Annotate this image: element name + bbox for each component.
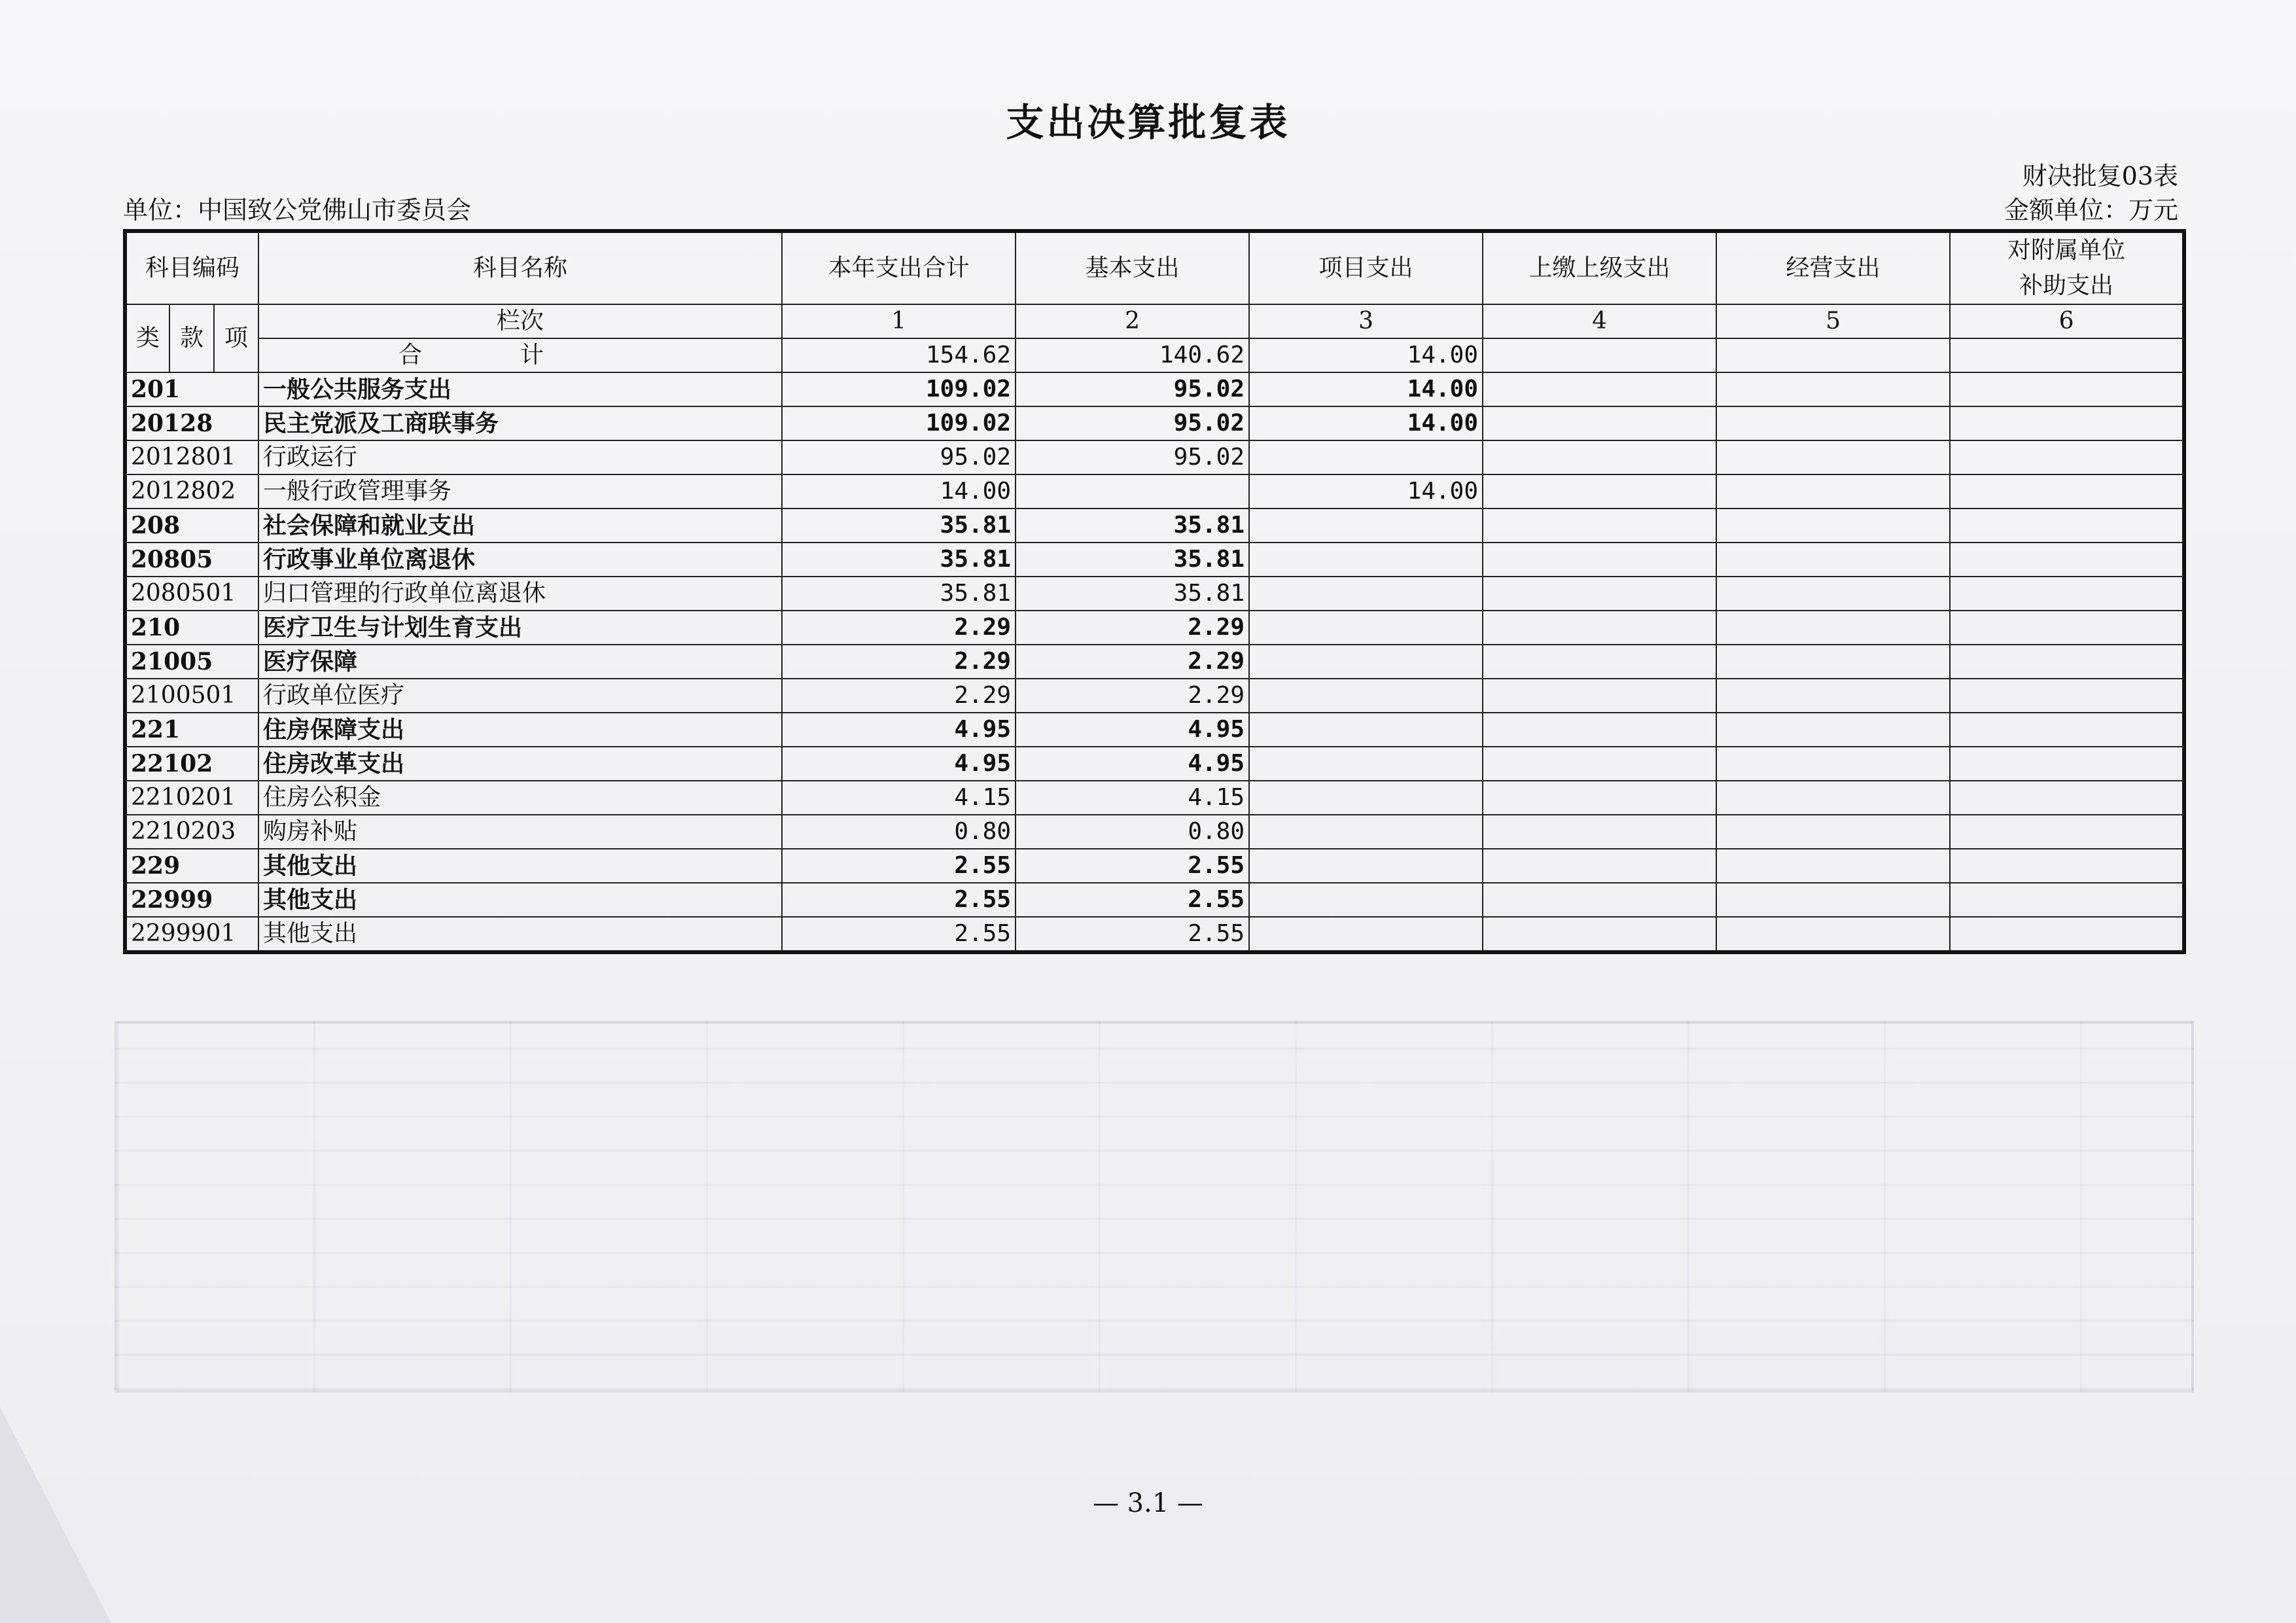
row-c3 xyxy=(1249,543,1483,577)
row-c6 xyxy=(1950,849,2184,883)
total-c3: 14.00 xyxy=(1249,338,1483,372)
total-label: 合计 xyxy=(258,338,782,372)
row-c1: 4.95 xyxy=(782,713,1016,747)
row-c3: 14.00 xyxy=(1249,406,1483,440)
row-name: 其他支出 xyxy=(258,849,782,883)
table-row xyxy=(125,577,2184,611)
row-c6 xyxy=(1950,679,2184,713)
header-col2: 基本支出 xyxy=(1016,231,1249,304)
row-code: 2012802 xyxy=(125,474,258,508)
row-c6 xyxy=(1950,747,2184,781)
row-c4 xyxy=(1483,577,1716,611)
row-code: 2210201 xyxy=(125,781,258,815)
row-c2: 0.80 xyxy=(1016,815,1249,849)
header-lanci: 栏次 xyxy=(258,304,782,338)
row-c1: 2.55 xyxy=(782,849,1016,883)
row-c2: 2.29 xyxy=(1016,679,1249,713)
unit-label: 单位：中国致公党佛山市委员会 xyxy=(123,196,472,224)
column-number-2: 2 xyxy=(1016,304,1249,338)
row-name: 购房补贴 xyxy=(258,815,782,849)
table-row xyxy=(125,747,2184,781)
row-c1: 2.29 xyxy=(782,679,1016,713)
row-c2: 2.55 xyxy=(1016,883,1249,917)
row-c5 xyxy=(1716,679,1950,713)
row-c1: 4.15 xyxy=(782,781,1016,815)
row-c6 xyxy=(1950,577,2184,611)
row-name: 行政单位医疗 xyxy=(258,679,782,713)
row-c4 xyxy=(1483,747,1716,781)
row-c5 xyxy=(1716,781,1950,815)
header-code: 科目编码 xyxy=(125,231,258,304)
row-c6 xyxy=(1950,406,2184,440)
table-body xyxy=(125,372,2184,952)
row-c3 xyxy=(1249,508,1483,543)
row-c3 xyxy=(1249,815,1483,849)
table-row xyxy=(125,849,2184,883)
row-c2: 4.15 xyxy=(1016,781,1249,815)
row-c5 xyxy=(1716,645,1950,679)
row-c6 xyxy=(1950,372,2184,406)
page-number: — 3.1 — xyxy=(1092,1488,1204,1518)
table-row xyxy=(125,781,2184,815)
row-c5 xyxy=(1716,713,1950,747)
table-row xyxy=(125,917,2184,952)
row-c3 xyxy=(1249,645,1483,679)
row-name: 行政运行 xyxy=(258,440,782,474)
row-c4 xyxy=(1483,440,1716,474)
table-row xyxy=(125,679,2184,713)
row-c2: 4.95 xyxy=(1016,747,1249,781)
row-c6 xyxy=(1950,474,2184,508)
row-c1: 2.55 xyxy=(782,917,1016,952)
table-row xyxy=(125,611,2184,645)
total-row xyxy=(125,338,2184,372)
row-c3: 14.00 xyxy=(1249,474,1483,508)
row-c5 xyxy=(1716,440,1950,474)
row-c2: 2.29 xyxy=(1016,645,1249,679)
row-c3: 14.00 xyxy=(1249,372,1483,406)
row-c5 xyxy=(1716,406,1950,440)
header-kuan: 款 xyxy=(169,304,214,372)
page-title: 支出决算批复表 xyxy=(1006,100,1290,145)
header-col1: 本年支出合计 xyxy=(782,231,1016,304)
row-c5 xyxy=(1716,883,1950,917)
row-name: 归口管理的行政单位离退休 xyxy=(258,577,782,611)
column-number-1: 1 xyxy=(782,304,1016,338)
row-c6 xyxy=(1950,781,2184,815)
column-number-3: 3 xyxy=(1249,304,1483,338)
row-c2: 2.55 xyxy=(1016,849,1249,883)
total-c1: 154.62 xyxy=(782,338,1016,372)
row-c5 xyxy=(1716,508,1950,543)
row-name: 一般行政管理事务 xyxy=(258,474,782,508)
row-c3 xyxy=(1249,679,1483,713)
row-code: 2210203 xyxy=(125,815,258,849)
row-code: 22102 xyxy=(125,747,258,781)
row-code: 210 xyxy=(125,611,258,645)
row-c4 xyxy=(1483,679,1716,713)
row-code: 20128 xyxy=(125,406,258,440)
row-c6 xyxy=(1950,611,2184,645)
expenditure-table xyxy=(123,229,2186,954)
total-c2: 140.62 xyxy=(1016,338,1249,372)
row-c4 xyxy=(1483,406,1716,440)
row-code: 20805 xyxy=(125,543,258,577)
row-code: 208 xyxy=(125,508,258,543)
row-c5 xyxy=(1716,611,1950,645)
row-name: 其他支出 xyxy=(258,917,782,952)
row-c3 xyxy=(1249,440,1483,474)
row-c2: 95.02 xyxy=(1016,372,1249,406)
header-xiang: 项 xyxy=(214,304,258,372)
row-c5 xyxy=(1716,917,1950,952)
table-row xyxy=(125,474,2184,508)
row-c2: 35.81 xyxy=(1016,577,1249,611)
row-c4 xyxy=(1483,917,1716,952)
row-c2: 35.81 xyxy=(1016,543,1249,577)
row-c2: 35.81 xyxy=(1016,508,1249,543)
row-c3 xyxy=(1249,883,1483,917)
row-c1: 4.95 xyxy=(782,747,1016,781)
row-c4 xyxy=(1483,849,1716,883)
row-c1: 109.02 xyxy=(782,406,1016,440)
row-c4 xyxy=(1483,781,1716,815)
row-c5 xyxy=(1716,372,1950,406)
row-name: 住房公积金 xyxy=(258,781,782,815)
row-name: 民主党派及工商联事务 xyxy=(258,406,782,440)
row-name: 一般公共服务支出 xyxy=(258,372,782,406)
row-code: 2299901 xyxy=(125,917,258,952)
row-c1: 35.81 xyxy=(782,577,1016,611)
row-c6 xyxy=(1950,883,2184,917)
row-c5 xyxy=(1716,747,1950,781)
row-c6 xyxy=(1950,917,2184,952)
row-c4 xyxy=(1483,883,1716,917)
table-row xyxy=(125,883,2184,917)
row-c6 xyxy=(1950,543,2184,577)
bleed-through-shadow xyxy=(115,1021,2194,1393)
row-c1: 35.81 xyxy=(782,508,1016,543)
row-name: 医疗卫生与计划生育支出 xyxy=(258,611,782,645)
row-c3 xyxy=(1249,781,1483,815)
row-c6 xyxy=(1950,645,2184,679)
row-name: 住房保障支出 xyxy=(258,713,782,747)
header-name: 科目名称 xyxy=(258,231,782,304)
row-c4 xyxy=(1483,645,1716,679)
row-c1: 95.02 xyxy=(782,440,1016,474)
row-c3 xyxy=(1249,747,1483,781)
row-c2: 2.29 xyxy=(1016,611,1249,645)
header-col4: 上缴上级支出 xyxy=(1483,231,1716,304)
row-c6 xyxy=(1950,713,2184,747)
row-c6 xyxy=(1950,440,2184,474)
header-col3: 项目支出 xyxy=(1249,231,1483,304)
row-c1: 35.81 xyxy=(782,543,1016,577)
table-row xyxy=(125,713,2184,747)
row-c4 xyxy=(1483,611,1716,645)
form-number: 财决批复03表 xyxy=(2022,162,2178,190)
row-code: 229 xyxy=(125,849,258,883)
row-c5 xyxy=(1716,849,1950,883)
row-code: 2100501 xyxy=(125,679,258,713)
row-c5 xyxy=(1716,543,1950,577)
row-name: 社会保障和就业支出 xyxy=(258,508,782,543)
row-c2: 4.95 xyxy=(1016,713,1249,747)
row-c4 xyxy=(1483,713,1716,747)
table-row xyxy=(125,815,2184,849)
row-code: 22999 xyxy=(125,883,258,917)
row-c3 xyxy=(1249,917,1483,952)
header-col5: 经营支出 xyxy=(1716,231,1950,304)
row-code: 201 xyxy=(125,372,258,406)
row-code: 2012801 xyxy=(125,440,258,474)
row-name: 住房改革支出 xyxy=(258,747,782,781)
row-code: 2080501 xyxy=(125,577,258,611)
row-code: 221 xyxy=(125,713,258,747)
table-row xyxy=(125,508,2184,543)
row-name: 医疗保障 xyxy=(258,645,782,679)
header-col6: 对附属单位补助支出 xyxy=(1950,231,2184,304)
table-row xyxy=(125,645,2184,679)
row-c2 xyxy=(1016,474,1249,508)
row-c4 xyxy=(1483,372,1716,406)
row-c1: 109.02 xyxy=(782,372,1016,406)
row-code: 21005 xyxy=(125,645,258,679)
row-c4 xyxy=(1483,815,1716,849)
row-c4 xyxy=(1483,474,1716,508)
amount-unit: 金额单位：万元 xyxy=(2004,196,2178,224)
row-c3 xyxy=(1249,611,1483,645)
row-name: 行政事业单位离退休 xyxy=(258,543,782,577)
row-c2: 95.02 xyxy=(1016,440,1249,474)
row-c5 xyxy=(1716,577,1950,611)
column-number-5: 5 xyxy=(1716,304,1950,338)
row-c1: 2.29 xyxy=(782,611,1016,645)
row-c1: 0.80 xyxy=(782,815,1016,849)
row-c1: 2.55 xyxy=(782,883,1016,917)
row-c3 xyxy=(1249,713,1483,747)
column-number-6: 6 xyxy=(1950,304,2184,338)
row-name: 其他支出 xyxy=(258,883,782,917)
row-c3 xyxy=(1249,577,1483,611)
row-c2: 2.55 xyxy=(1016,917,1249,952)
table-row xyxy=(125,406,2184,440)
row-c3 xyxy=(1249,849,1483,883)
row-c5 xyxy=(1716,815,1950,849)
column-number-4: 4 xyxy=(1483,304,1716,338)
table-row xyxy=(125,372,2184,406)
row-c4 xyxy=(1483,508,1716,543)
table-row xyxy=(125,543,2184,577)
table-row xyxy=(125,440,2184,474)
row-c6 xyxy=(1950,508,2184,543)
header-lei: 类 xyxy=(125,304,169,372)
row-c2: 95.02 xyxy=(1016,406,1249,440)
row-c1: 2.29 xyxy=(782,645,1016,679)
row-c4 xyxy=(1483,543,1716,577)
row-c1: 14.00 xyxy=(782,474,1016,508)
row-c5 xyxy=(1716,474,1950,508)
row-c6 xyxy=(1950,815,2184,849)
